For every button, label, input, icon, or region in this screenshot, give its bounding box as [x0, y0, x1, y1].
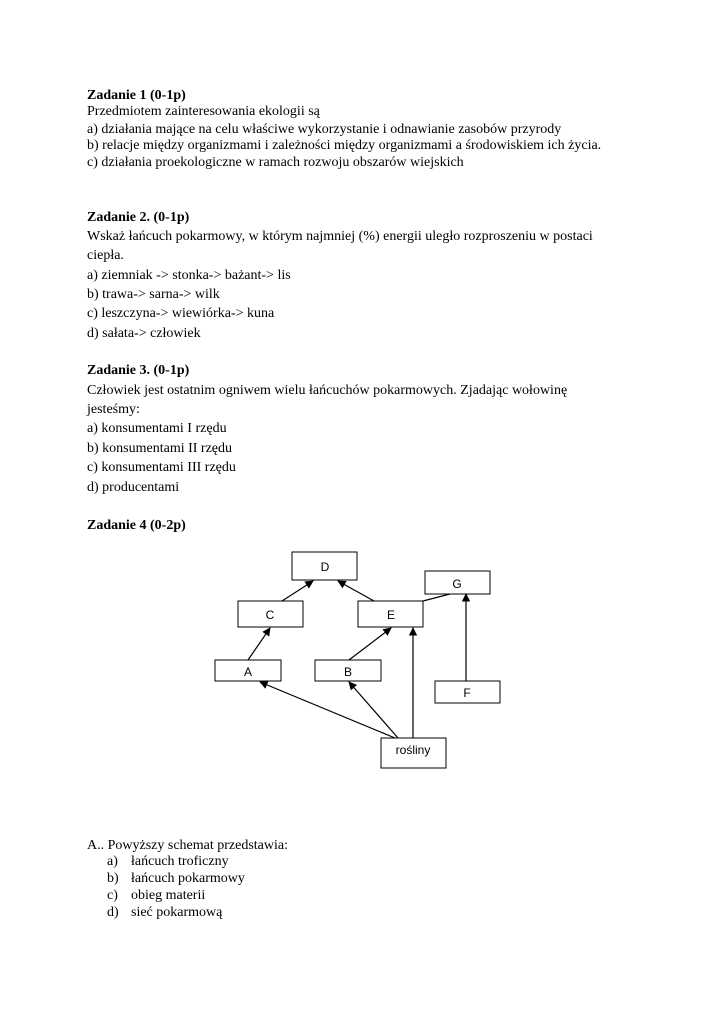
arrow-rosliny-a [260, 682, 395, 738]
q4-title: Zadanie 4 (0-2p) [87, 518, 186, 533]
q3-option-c: c) konsumentami III rzędu [87, 460, 236, 475]
q2-option-a: a) ziemniak -> stonka-> bażant-> lis [87, 268, 291, 283]
q4-a-option-d: sieć pokarmową [131, 905, 223, 920]
q1-option-b: b) relacje między organizmami i zależności między organizmami a środowiskiem ich życia. [87, 138, 602, 153]
node-g-label: G [452, 577, 462, 591]
arrow-b-e [349, 628, 391, 660]
q1-option-a: a) działania mające na celu właściwe wykorzystanie i odnawianie zasobów przyrody [87, 122, 562, 137]
q1-option-c: c) działania proekologiczne w ramach rozwoju obszarów wiejskich [87, 155, 464, 170]
q3-option-a: a) konsumentami I rzędu [87, 421, 227, 436]
arrow-a-c [248, 628, 270, 660]
arrow-c-d [282, 581, 313, 601]
q4-a-letter-b: b) [107, 871, 119, 886]
q3-question-line-2: jesteśmy: [87, 402, 140, 417]
q4-a-question: A.. Powyższy schemat przedstawia: [87, 838, 288, 853]
q4-a-option-b: łańcuch pokarmowy [131, 871, 245, 886]
q4-a-option-a: łańcuch troficzny [131, 854, 229, 869]
q4-a-letter-a: a) [107, 854, 118, 869]
q3-question-line-1: Człowiek jest ostatnim ogniwem wielu łańcuchów pokarmowych. Zjadając wołowinę [87, 383, 568, 398]
q2-option-d: d) sałata-> człowiek [87, 326, 201, 341]
q3-title: Zadanie 3. (0-1p) [87, 363, 190, 378]
arrow-e-d [338, 581, 374, 601]
q4-a-letter-d: d) [107, 905, 119, 920]
q2-question-line-1: Wskaż łańcuch pokarmowy, w którym najmniej (%) energii uległo rozproszeniu w postaci [87, 229, 593, 244]
q4-a-option-c: obieg materii [131, 888, 206, 903]
q4-a-letter-c: c) [107, 888, 118, 903]
node-c-label: C [265, 608, 275, 622]
node-e-label: E [386, 608, 396, 622]
node-b-label: B [343, 665, 353, 679]
q3-option-b: b) konsumentami II rzędu [87, 441, 233, 456]
q3-option-d: d) producentami [87, 480, 180, 495]
q1-question: Przedmiotem zainteresowania ekologii są [87, 104, 320, 119]
node-rosliny-label: rośliny [395, 743, 431, 757]
node-a-label: A [243, 665, 253, 679]
q1-title: Zadanie 1 (0-1p) [87, 88, 186, 103]
q2-title: Zadanie 2. (0-1p) [87, 210, 190, 225]
q2-option-b: b) trawa-> sarna-> wilk [87, 287, 220, 302]
node-f-label: F [463, 686, 471, 700]
q2-question-line-2: ciepła. [87, 248, 124, 263]
node-d-label: D [320, 560, 330, 574]
q2-option-c: c) leszczyna-> wiewiórka-> kuna [87, 306, 275, 321]
